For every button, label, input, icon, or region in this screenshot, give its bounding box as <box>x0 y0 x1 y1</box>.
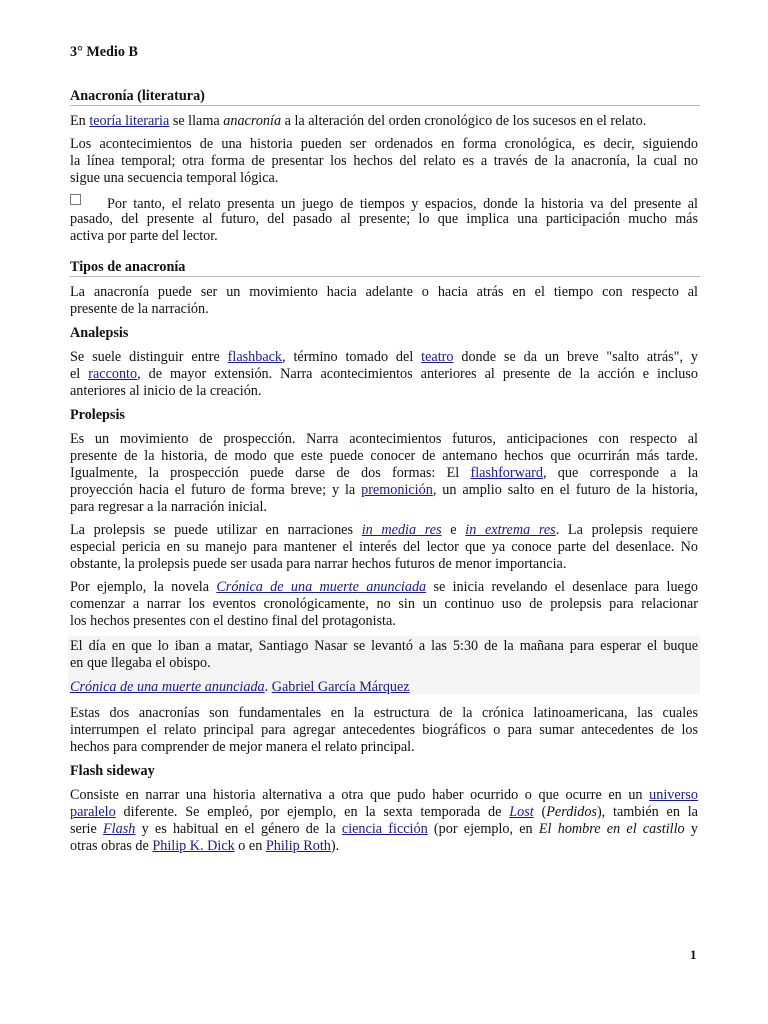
link-lost[interactable]: Lost <box>509 804 534 820</box>
intro-line: La anacronía puede ser un movimiento hacia adelante o hacia atrás en el tiempo con respecto al <box>70 284 698 300</box>
link-flash[interactable]: Flash <box>103 821 136 837</box>
heading-flash-sideway: Flash sideway <box>70 763 155 779</box>
flash-sideway-line: serie Flash y es habitual en el género de la ciencia ficción (por ejemplo, en El hombre en el castillo y <box>70 821 698 837</box>
heading-prolepsis: Prolepsis <box>70 407 125 423</box>
link-racconto[interactable]: racconto <box>88 366 138 382</box>
flash-sideway-line: otras obras de Philip K. Dick o en Philip Roth). <box>70 838 340 854</box>
link-premonicion[interactable]: premonición <box>361 482 433 498</box>
link-cronica-muerte-anunciada[interactable]: Crónica de una muerte anunciada <box>216 579 427 595</box>
page-number: 1 <box>690 947 697 962</box>
title-divider <box>70 276 700 277</box>
prolepsis-p1-line: presente de la historia, de modo que este puede conocer de antemano hechos que ocurrirán más tarde. <box>70 448 698 464</box>
prolepsis-p2-line: especial pericia en su manejo para mantener el interés del lector que ya conoce parte del desenlace. No <box>70 539 698 555</box>
link-in-extrema-res[interactable]: in extrema res <box>465 522 556 538</box>
prolepsis-p4-line: hechos para comprender de mejor manera el relato principal. <box>70 739 415 755</box>
analepsis-line: anteriores al inicio de la creación. <box>70 383 262 399</box>
prolepsis-p1-line: Es un movimiento de prospección. Narra acontecimientos futuros, anticipaciones con respecto al <box>70 431 698 447</box>
p3-line: activa por parte del lector. <box>70 228 218 244</box>
section-title-anacronia: Anacronía (literatura) <box>70 88 205 104</box>
link-in-media-res[interactable]: in media res <box>361 522 442 538</box>
title-divider <box>70 105 700 106</box>
quote-line: en que llegaba el obispo. <box>70 655 211 671</box>
analepsis-line: Se suele distinguir entre flashback, término tomado del teatro donde se da un breve "salto atrás", y <box>70 349 698 365</box>
intro-line: presente de la narración. <box>70 301 209 317</box>
p2-line: Los acontecimientos de una historia pueden ser ordenados en forma cronológica, es decir, siguiendo <box>70 136 698 152</box>
prolepsis-p3-line: comenzar a narrar los eventos cronológicamente, no sin un continuo uso de prolepsis para relacionar <box>70 596 698 612</box>
link-universo-paralelo[interactable]: universo <box>649 787 698 803</box>
link-flashback[interactable]: flashback <box>227 349 283 365</box>
p3-line: Por tanto, el relato presenta un juego de tiempos y espacios, donde la historia va del presente al <box>70 194 698 213</box>
paragraph-definition: En teoría literaria se llama anacronía a la alteración del orden cronológico de los sucesos en el relato. <box>70 113 647 129</box>
p2-line: la línea temporal; otra forma de presentar los hechos del relato es a través de la anacronía, la cual no <box>70 153 698 169</box>
link-philip-k-dick[interactable]: Philip K. Dick <box>152 838 235 854</box>
prolepsis-p4-line: interrumpen el relato principal para agregar antecedentes biográficos o para sumar antecedentes de los <box>70 722 698 738</box>
link-universo-paralelo[interactable]: paralelo <box>70 804 116 820</box>
flash-sideway-line: Consiste en narrar una historia alternativa a otra que pudo haber ocurrido o que ocurre en un universo <box>70 787 698 803</box>
quote-line: El día en que lo iban a matar, Santiago Nasar se levantó a las 5:30 de la mañana para esperar el buque <box>70 638 698 654</box>
link-garcia-marquez[interactable]: Gabriel García Márquez <box>271 679 410 695</box>
checkbox-icon <box>70 194 81 205</box>
prolepsis-p3-line: los hechos presentes con el destino final del protagonista. <box>70 613 396 629</box>
link-ciencia-ficcion[interactable]: ciencia ficción <box>341 821 428 837</box>
link-flashforward[interactable]: flashforward <box>470 465 543 481</box>
prolepsis-p1-line: Igualmente, la prospección puede darse de dos formas: El flashforward, que corresponde a la <box>70 465 698 481</box>
link-quote-book[interactable]: Crónica de una muerte anunciada <box>70 679 265 695</box>
prolepsis-p1-line: proyección hacia el futuro de forma breve; y la premonición, un amplio salto en el futuro de la historia, <box>70 482 698 498</box>
prolepsis-p2-line: obstante, la prolepsis puede ser usada para narrar hechos futuros de menor importancia. <box>70 556 567 572</box>
prolepsis-p3-line: Por ejemplo, la novela Crónica de una muerte anunciada se inicia revelando el desenlace para luego <box>70 579 699 595</box>
quote-source: Crónica de una muerte anunciada. Gabriel García Márquez <box>70 679 410 695</box>
p2-line: sigue una secuencia temporal lógica. <box>70 170 279 186</box>
prolepsis-p4-line: Estas dos anacronías son fundamentales en la estructura de la crónica latinoamericana, las cuales <box>70 705 698 721</box>
link-philip-roth[interactable]: Philip Roth <box>265 838 331 854</box>
prolepsis-p1-line: para regresar a la narración inicial. <box>70 499 267 515</box>
heading-analepsis: Analepsis <box>70 325 129 341</box>
link-teatro[interactable]: teatro <box>421 349 454 365</box>
prolepsis-p2-line: La prolepsis se puede utilizar en narraciones in media res e in extrema res. La prolepsis requiere <box>70 522 698 538</box>
flash-sideway-line: paralelo diferente. Se empleó, por ejemplo, en la sexta temporada de Lost (Perdidos), también en la <box>70 804 698 820</box>
class-label: 3° Medio B <box>70 44 138 60</box>
p3-line: pasado, del presente al futuro, del pasado al presente; lo que implica una participación mucho más <box>70 211 698 227</box>
section-title-tipos: Tipos de anacronía <box>70 259 186 275</box>
analepsis-line: el racconto, de mayor extensión. Narra acontecimientos anteriores al presente de la acción e incluso <box>70 366 698 382</box>
link-teoria-literaria[interactable]: teoría literaria <box>89 113 170 129</box>
